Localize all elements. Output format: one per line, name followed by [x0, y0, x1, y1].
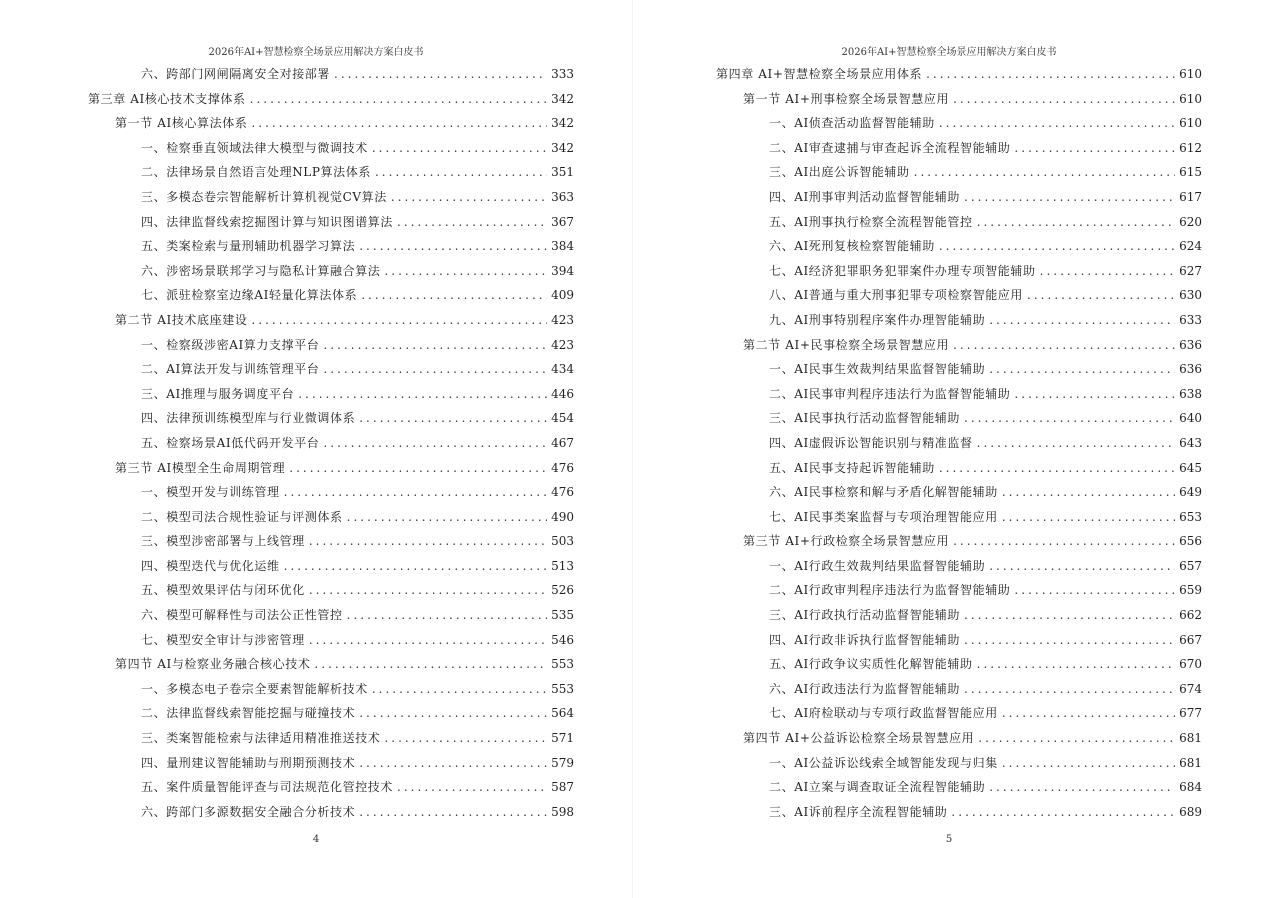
dot-leader	[347, 505, 547, 530]
toc-entry-page-number: 513	[551, 558, 574, 573]
toc-entry-page-number: 681	[1179, 731, 1202, 746]
toc-entry-page-number: 684	[1179, 780, 1202, 795]
toc-entry-page-number: 423	[551, 312, 574, 327]
toc-entry-title: 二、AI审查逮捕与审查起诉全流程智能辅助	[769, 140, 1011, 155]
toc-entry[interactable]	[716, 210, 1202, 235]
toc-entry-title: 四、AI虚假诉讼智能识别与精准监督	[769, 435, 973, 450]
toc-entry[interactable]	[716, 62, 1202, 87]
toc-entry-title: 七、派驻检察室边缘AI轻量化算法体系	[141, 288, 358, 303]
toc-entry[interactable]	[716, 751, 1202, 776]
toc-entry[interactable]	[716, 775, 1202, 800]
toc-entry[interactable]	[716, 701, 1202, 726]
toc-entry-title: 三、多模态卷宗智能解析计算机视觉CV算法	[141, 189, 387, 204]
toc-entry-title: 二、AI行政审判程序违法行为监督智能辅助	[769, 583, 1011, 598]
toc-entry-title: 五、AI行政争议实质性化解智能辅助	[769, 657, 973, 672]
toc-entry-title: 第一节 AI+刑事检察全场景智慧应用	[743, 91, 950, 106]
dot-leader	[359, 234, 547, 259]
toc-entry-page-number: 564	[551, 706, 574, 721]
toc-entry-page-number: 610	[1179, 67, 1202, 81]
dot-leader	[251, 308, 547, 333]
dot-leader	[977, 652, 1175, 677]
toc-entry[interactable]	[716, 652, 1202, 677]
toc-entry[interactable]	[88, 111, 574, 136]
toc-entry-title: 二、AI算法开发与训练管理平台	[141, 362, 320, 377]
toc-entry-page-number: 333	[551, 67, 574, 81]
toc-entry-title: 一、检察级涉密AI算力支撑平台	[141, 337, 320, 352]
running-header: 2026年AI+智慧检察全场景应用解决方案白皮书	[208, 47, 424, 58]
toc-entry-page-number: 677	[1179, 706, 1202, 721]
toc-entry-title: 二、AI立案与调查取证全流程智能辅助	[769, 780, 986, 795]
dot-leader	[372, 677, 547, 702]
dot-leader	[1027, 283, 1175, 308]
toc-entry[interactable]	[88, 505, 574, 530]
toc-entry-page-number: 667	[1179, 632, 1202, 647]
toc-entry-title: 三、AI推理与服务调度平台	[141, 386, 295, 401]
dot-leader	[939, 456, 1175, 481]
dot-leader	[964, 628, 1175, 653]
toc-entry[interactable]	[716, 333, 1202, 358]
toc-entry[interactable]	[716, 480, 1202, 505]
toc-entry-title: 三、类案智能检索与法律适用精准推送技术	[141, 731, 381, 746]
toc-entry-page-number: 409	[551, 288, 574, 303]
toc-entry-title: 第四章 AI+智慧检察全场景应用体系	[716, 67, 923, 81]
toc-entry-page-number: 434	[551, 362, 574, 377]
dot-leader	[251, 111, 547, 136]
toc-entry-title: 六、AI死刑复核检察智能辅助	[769, 239, 935, 254]
toc-entry-title: 第二节 AI技术底座建设	[115, 312, 248, 327]
toc-entry[interactable]	[716, 283, 1202, 308]
toc-list	[88, 62, 574, 824]
toc-entry-title: 一、AI行政生效裁判结果监督智能辅助	[769, 558, 986, 573]
dot-leader	[914, 160, 1175, 185]
toc-entry-title: 七、模型安全审计与涉密管理	[141, 632, 305, 647]
toc-entry-title: 六、跨部门网闸隔离安全对接部署	[141, 67, 331, 81]
dot-leader	[1002, 480, 1175, 505]
dot-leader	[989, 357, 1175, 382]
toc-entry-title: 一、模型开发与训练管理	[141, 485, 280, 500]
toc-entry-title: 二、法律场景自然语言处理NLP算法体系	[141, 165, 371, 180]
page-number: 5	[945, 834, 953, 845]
page-left	[0, 0, 632, 898]
dot-leader	[375, 160, 547, 185]
toc-entry-page-number: 617	[1179, 189, 1202, 204]
toc-entry[interactable]	[88, 136, 574, 161]
page-right	[633, 0, 1265, 898]
toc-entry[interactable]	[716, 603, 1202, 628]
toc-entry[interactable]	[88, 554, 574, 579]
toc-entry-page-number: 638	[1179, 386, 1202, 401]
toc-entry[interactable]	[88, 603, 574, 628]
toc-entry-page-number: 363	[551, 189, 574, 204]
toc-entry-page-number: 535	[551, 608, 574, 623]
toc-entry[interactable]	[716, 726, 1202, 751]
toc-entry-page-number: 636	[1179, 337, 1202, 352]
toc-entry-title: 第三章 AI核心技术支撑体系	[88, 91, 246, 106]
dot-leader	[298, 382, 547, 407]
dot-leader	[964, 185, 1175, 210]
toc-entry-title: 第四节 AI与检察业务融合核心技术	[115, 657, 311, 672]
toc-entry-page-number: 645	[1179, 460, 1202, 475]
toc-entry-page-number: 670	[1179, 657, 1202, 672]
toc-entry[interactable]	[88, 456, 574, 481]
toc-entry-title: 六、模型可解释性与司法公正性管控	[141, 608, 343, 623]
toc-entry-page-number: 681	[1179, 755, 1202, 770]
toc-entry[interactable]	[88, 726, 574, 751]
dot-leader	[1002, 751, 1175, 776]
toc-entry-title: 四、模型迭代与优化运维	[141, 558, 280, 573]
toc-entry[interactable]	[716, 259, 1202, 284]
toc-entry-page-number: 633	[1179, 312, 1202, 327]
toc-entry[interactable]	[88, 677, 574, 702]
toc-entry-page-number: 610	[1179, 116, 1202, 131]
page-number: 4	[312, 834, 320, 845]
toc-entry-title: 二、模型司法合规性验证与评测体系	[141, 509, 343, 524]
toc-entry-page-number: 640	[1179, 411, 1202, 426]
toc-entry-page-number: 649	[1179, 485, 1202, 500]
toc-entry-title: 四、法律预训练模型库与行业微调体系	[141, 411, 356, 426]
toc-entry-title: 第三节 AI+行政检察全场景智慧应用	[743, 534, 950, 549]
dot-leader	[978, 726, 1175, 751]
toc-entry[interactable]	[88, 628, 574, 653]
toc-entry-title: 七、AI府检联动与专项行政监督智能应用	[769, 706, 998, 721]
dot-leader	[314, 652, 547, 677]
dot-leader	[372, 136, 547, 161]
toc-entry-page-number: 656	[1179, 534, 1202, 549]
dot-leader	[309, 628, 547, 653]
toc-entry[interactable]	[88, 308, 574, 333]
toc-entry-title: 五、AI民事支持起诉智能辅助	[769, 460, 935, 475]
toc-entry[interactable]	[716, 456, 1202, 481]
toc-entry[interactable]	[716, 578, 1202, 603]
dot-leader	[1014, 578, 1175, 603]
toc-entry[interactable]	[88, 529, 574, 554]
toc-entry[interactable]	[716, 111, 1202, 136]
toc-entry-page-number: 476	[551, 485, 574, 500]
toc-entry-title: 五、AI刑事执行检察全流程智能管控	[769, 214, 973, 229]
toc-entry-title: 六、涉密场景联邦学习与隐私计算融合算法	[141, 263, 381, 278]
toc-entry[interactable]	[716, 136, 1202, 161]
dot-leader	[1002, 505, 1175, 530]
toc-entry[interactable]	[88, 800, 574, 825]
toc-entry-page-number: 384	[551, 239, 574, 254]
toc-entry-page-number: 503	[551, 534, 574, 549]
toc-entry[interactable]	[716, 529, 1202, 554]
toc-entry[interactable]	[716, 431, 1202, 456]
toc-entry[interactable]	[88, 62, 574, 87]
toc-entry-title: 八、AI普通与重大刑事犯罪专项检察智能应用	[769, 288, 1024, 303]
toc-entry-title: 一、AI公益诉讼线索全域智能发现与归集	[769, 755, 998, 770]
toc-entry-page-number: 587	[551, 780, 574, 795]
dot-leader	[939, 234, 1175, 259]
toc-entry[interactable]	[716, 185, 1202, 210]
toc-entry-page-number: 526	[551, 583, 574, 598]
toc-entry-page-number: 636	[1179, 362, 1202, 377]
dot-leader	[284, 480, 547, 505]
toc-entry[interactable]	[716, 505, 1202, 530]
dot-leader	[384, 726, 547, 751]
toc-entry-title: 六、跨部门多源数据安全融合分析技术	[141, 804, 356, 819]
toc-entry-page-number: 615	[1179, 165, 1202, 180]
dot-leader	[953, 529, 1175, 554]
dot-leader	[284, 554, 547, 579]
toc-entry-page-number: 367	[551, 214, 574, 229]
dot-leader	[926, 62, 1175, 87]
toc-entry[interactable]	[88, 160, 574, 185]
dot-leader	[964, 406, 1175, 431]
toc-entry-page-number: 653	[1179, 509, 1202, 524]
toc-entry-title: 第四节 AI+公益诉讼检察全场景智慧应用	[743, 731, 975, 746]
toc-entry[interactable]	[88, 210, 574, 235]
dot-leader	[334, 62, 547, 87]
toc-entry[interactable]	[88, 87, 574, 112]
dot-leader	[359, 800, 547, 825]
dot-leader	[391, 185, 547, 210]
dot-leader	[347, 603, 547, 628]
toc-entry[interactable]	[716, 800, 1202, 825]
toc-entry[interactable]	[716, 87, 1202, 112]
toc-entry-title: 四、法律监督线索挖掘图计算与知识图谱算法	[141, 214, 394, 229]
toc-entry[interactable]	[88, 480, 574, 505]
toc-entry[interactable]	[716, 628, 1202, 653]
dot-leader	[977, 431, 1175, 456]
toc-entry-page-number: 351	[551, 165, 574, 180]
toc-entry-title: 三、模型涉密部署与上线管理	[141, 534, 305, 549]
toc-entry[interactable]	[716, 382, 1202, 407]
toc-entry-page-number: 630	[1179, 288, 1202, 303]
toc-entry[interactable]	[88, 701, 574, 726]
toc-entry-title: 一、AI侦查活动监督智能辅助	[769, 116, 935, 131]
toc-entry-page-number: 476	[551, 460, 574, 475]
toc-entry-page-number: 662	[1179, 608, 1202, 623]
toc-entry-title: 七、AI经济犯罪职务犯罪案件办理专项智能辅助	[769, 263, 1036, 278]
toc-entry-page-number: 571	[551, 731, 574, 746]
toc-entry[interactable]	[716, 677, 1202, 702]
toc-entry-page-number: 342	[551, 140, 574, 155]
dot-leader	[1014, 136, 1175, 161]
dot-leader	[939, 111, 1175, 136]
toc-entry-page-number: 454	[551, 411, 574, 426]
dot-leader	[951, 800, 1175, 825]
dot-leader	[359, 751, 547, 776]
toc-entry[interactable]	[716, 308, 1202, 333]
toc-entry-title: 四、AI刑事审判活动监督智能辅助	[769, 189, 961, 204]
toc-entry-title: 九、AI刑事特别程序案件办理智能辅助	[769, 312, 986, 327]
toc-entry-title: 四、量刑建议智能辅助与刑期预测技术	[141, 755, 356, 770]
dot-leader	[964, 603, 1175, 628]
toc-entry[interactable]	[88, 234, 574, 259]
toc-entry[interactable]	[88, 333, 574, 358]
toc-entry-page-number: 689	[1179, 804, 1202, 819]
toc-entry-title: 三、AI行政执行活动监督智能辅助	[769, 608, 961, 623]
toc-entry-title: 三、AI出庭公诉智能辅助	[769, 165, 910, 180]
dot-leader	[1002, 701, 1175, 726]
toc-entry[interactable]	[716, 234, 1202, 259]
toc-entry-page-number: 598	[551, 804, 574, 819]
toc-entry-page-number: 657	[1179, 558, 1202, 573]
toc-entry[interactable]	[88, 431, 574, 456]
toc-entry-page-number: 553	[551, 657, 574, 672]
toc-entry-title: 六、AI民事检察和解与矛盾化解智能辅助	[769, 485, 998, 500]
toc-entry-title: 一、AI民事生效裁判结果监督智能辅助	[769, 362, 986, 377]
toc-entry-title: 三、AI诉前程序全流程智能辅助	[769, 804, 948, 819]
dot-leader	[397, 210, 547, 235]
dot-leader	[250, 87, 547, 112]
toc-entry-page-number: 423	[551, 337, 574, 352]
toc-entry-page-number: 490	[551, 509, 574, 524]
toc-entry[interactable]	[88, 652, 574, 677]
toc-entry-title: 第一节 AI核心算法体系	[115, 116, 248, 131]
toc-entry[interactable]	[88, 775, 574, 800]
toc-entry-page-number: 467	[551, 435, 574, 450]
toc-entry-page-number: 446	[551, 386, 574, 401]
toc-entry-title: 四、AI行政非诉执行监督智能辅助	[769, 632, 961, 647]
toc-entry-title: 七、AI民事类案监督与专项治理智能应用	[769, 509, 998, 524]
dot-leader	[359, 406, 547, 431]
dot-leader	[397, 775, 547, 800]
toc-entry[interactable]	[88, 283, 574, 308]
toc-entry-title: 第二节 AI+民事检察全场景智慧应用	[743, 337, 950, 352]
toc-entry-page-number: 620	[1179, 214, 1202, 229]
toc-entry[interactable]	[716, 160, 1202, 185]
toc-entry-title: 二、法律监督线索智能挖掘与碰撞技术	[141, 706, 356, 721]
toc-entry-page-number: 659	[1179, 583, 1202, 598]
toc-entry[interactable]	[716, 406, 1202, 431]
toc-entry-title: 一、检察垂直领域法律大模型与微调技术	[141, 140, 368, 155]
toc-entry-page-number: 624	[1179, 239, 1202, 254]
toc-entry[interactable]	[88, 406, 574, 431]
dot-leader	[309, 529, 547, 554]
toc-entry-title: 五、模型效果评估与闭环优化	[141, 583, 305, 598]
toc-entry-page-number: 342	[551, 116, 574, 131]
dot-leader	[384, 259, 547, 284]
toc-entry-title: 三、AI民事执行活动监督智能辅助	[769, 411, 961, 426]
toc-entry-title: 二、AI民事审判程序违法行为监督智能辅助	[769, 386, 1011, 401]
dot-leader	[953, 87, 1175, 112]
dot-leader	[359, 701, 547, 726]
toc-entry-page-number: 643	[1179, 435, 1202, 450]
dot-leader	[1014, 382, 1175, 407]
toc-entry[interactable]	[88, 185, 574, 210]
dot-leader	[361, 283, 547, 308]
toc-entry-title: 五、类案检索与量刑辅助机器学习算法	[141, 239, 356, 254]
toc-entry-title: 六、AI行政违法行为监督智能辅助	[769, 681, 961, 696]
dot-leader	[977, 210, 1175, 235]
dot-leader	[289, 456, 547, 481]
toc-entry-title: 第三节 AI模型全生命周期管理	[115, 460, 286, 475]
toc-entry[interactable]	[716, 357, 1202, 382]
running-header: 2026年AI+智慧检察全场景应用解决方案白皮书	[841, 47, 1057, 58]
dot-leader	[323, 357, 547, 382]
toc-entry-page-number: 394	[551, 263, 574, 278]
toc-entry-title: 一、多模态电子卷宗全要素智能解析技术	[141, 681, 368, 696]
dot-leader	[323, 431, 547, 456]
toc-entry-title: 五、案件质量智能评查与司法规范化管控技术	[141, 780, 394, 795]
toc-entry-page-number: 627	[1179, 263, 1202, 278]
toc-entry-page-number: 553	[551, 681, 574, 696]
dot-leader	[323, 333, 547, 358]
dot-leader	[953, 333, 1175, 358]
dot-leader	[989, 554, 1175, 579]
toc-entry-title: 五、检察场景AI低代码开发平台	[141, 435, 320, 450]
toc-entry-page-number: 612	[1179, 140, 1202, 155]
toc-entry-page-number: 342	[551, 91, 574, 106]
dot-leader	[989, 308, 1175, 333]
toc-entry[interactable]	[88, 357, 574, 382]
toc-list	[716, 62, 1202, 824]
toc-entry-page-number: 579	[551, 755, 574, 770]
dot-leader	[1040, 259, 1175, 284]
toc-entry[interactable]	[88, 382, 574, 407]
toc-entry[interactable]	[88, 578, 574, 603]
toc-entry-page-number: 610	[1179, 91, 1202, 106]
toc-entry-page-number: 674	[1179, 681, 1202, 696]
toc-entry[interactable]	[88, 751, 574, 776]
toc-entry[interactable]	[88, 259, 574, 284]
dot-leader	[309, 578, 547, 603]
dot-leader	[989, 775, 1175, 800]
toc-entry[interactable]	[716, 554, 1202, 579]
toc-entry-page-number: 546	[551, 632, 574, 647]
dot-leader	[964, 677, 1175, 702]
